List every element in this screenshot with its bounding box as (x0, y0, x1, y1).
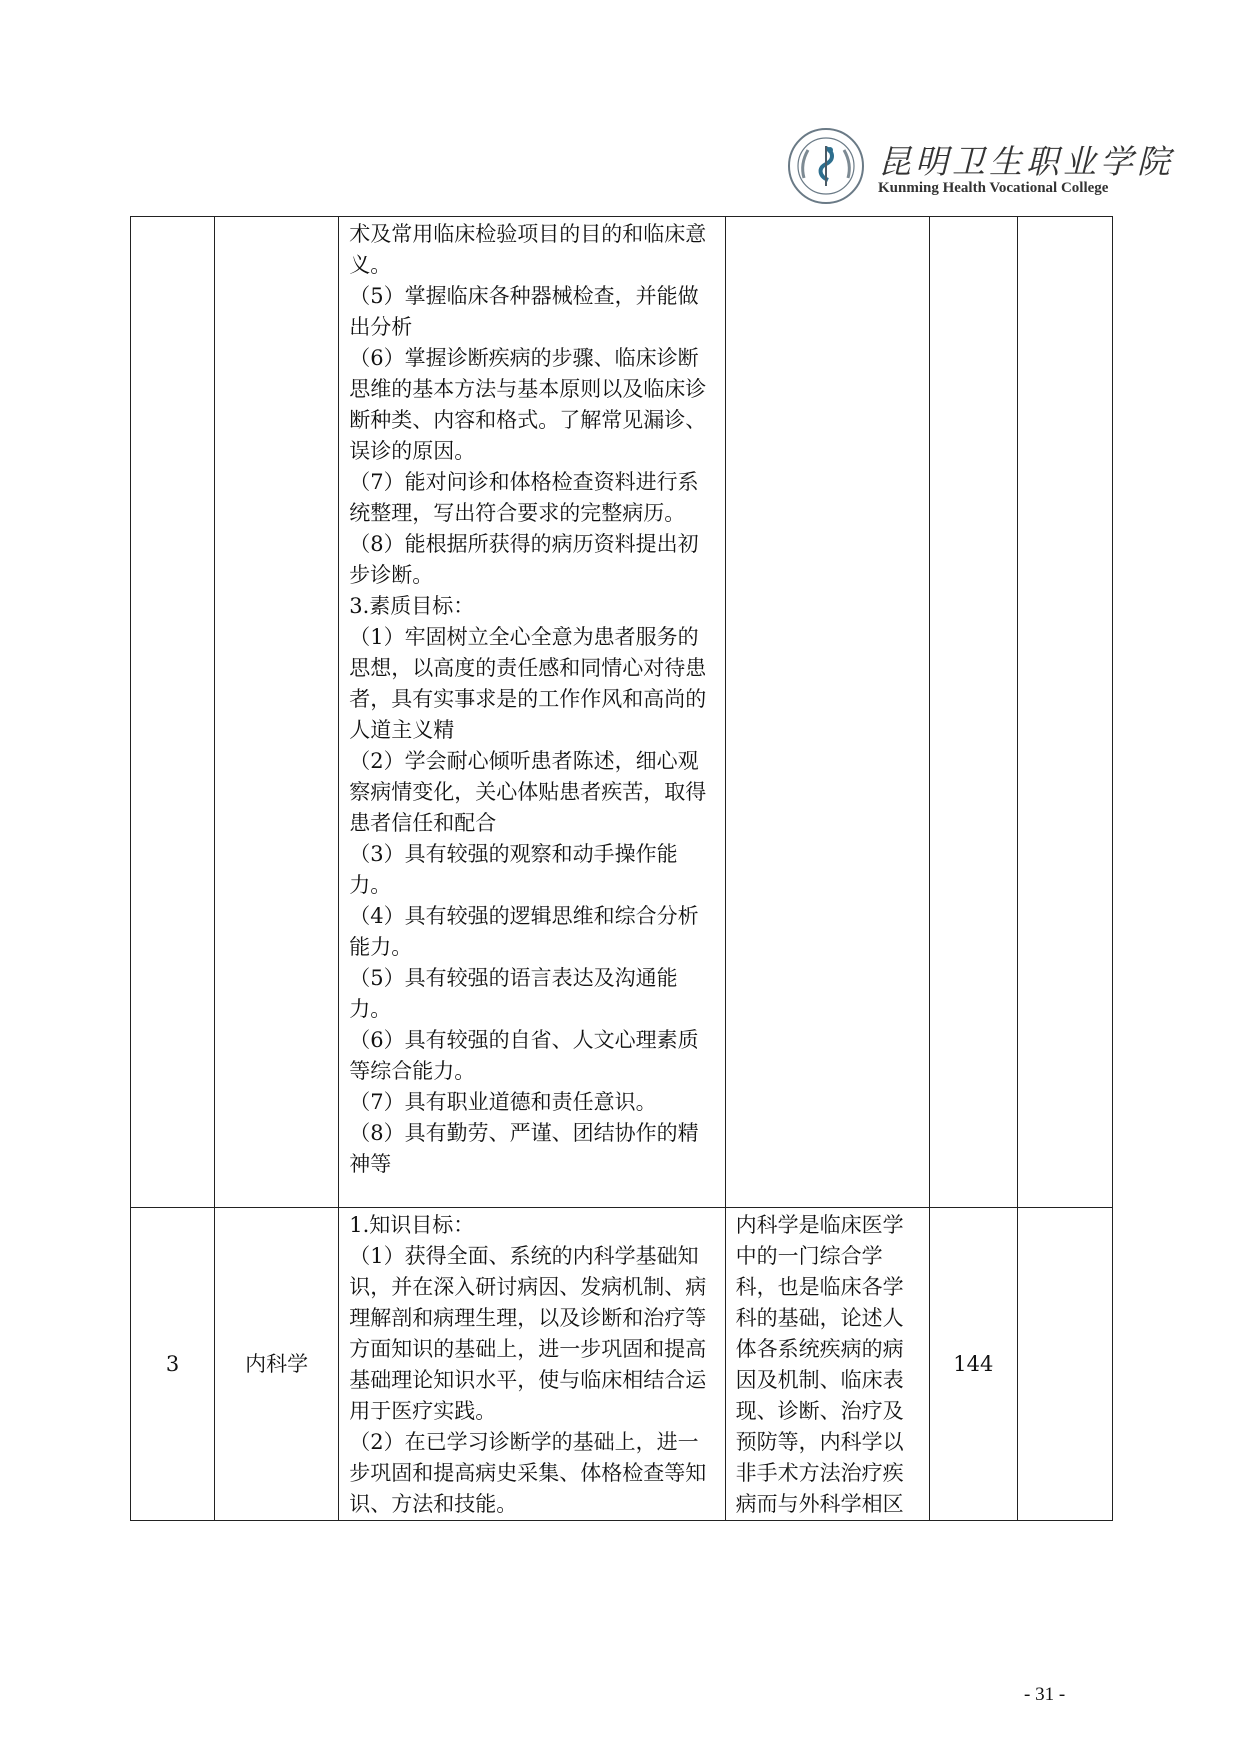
objective-line: （5）掌握临床各种器械检查，并能做出分析 (349, 284, 699, 339)
cell-content (725, 217, 929, 1208)
cell-content (725, 1208, 929, 1521)
curriculum-table (130, 216, 1113, 1521)
cell-hours (929, 217, 1017, 1208)
objective-line: 术及常用临床检验项目的目的和临床意义。 (349, 222, 707, 277)
objective-line: （6）掌握诊断疾病的步骤、临床诊断思维的基本方法与基本原则以及临床诊断种类、内容和格式。了解常见漏诊、误诊的原因。 (349, 346, 707, 463)
objective-line: （8）具有勤劳、严谨、团结协作的精神等 (349, 1121, 699, 1176)
objective-line: 1.知识目标： (349, 1213, 475, 1237)
objective-line: （6）具有较强的自省、人文心理素质等综合能力。 (349, 1028, 699, 1083)
college-seal-icon (786, 126, 866, 206)
objective-line: （3）具有较强的观察和动手操作能力。 (349, 842, 678, 897)
cell-no: 3 (131, 1208, 215, 1521)
objective-line: （5）具有较强的语言表达及沟通能力。 (349, 966, 678, 1021)
content-text: 内科学是临床医学中的一门综合学科，也是临床各学科的基础，论述人体各系统疾病的病因及机制、临床表现、诊断、治疗及预防等，内科学以非手术方法治疗疾病而与外科学相区 (735, 1213, 904, 1516)
table-row (131, 217, 1113, 1208)
objective-line: （7）能对问诊和体格检查资料进行系统整理，写出符合要求的完整病历。 (349, 470, 699, 525)
objective-line: （1）牢固树立全心全意为患者服务的思想，以高度的责任感和同情心对待患者，具有实事求是的工作作风和高尚的人道主义精 (349, 625, 707, 742)
cell-hours: 144 (929, 1208, 1017, 1521)
cell-note (1017, 1208, 1112, 1521)
school-name-cn: 昆明卫生职业学院 (878, 142, 1174, 181)
page-number: - 31 - (1024, 1684, 1066, 1705)
cell-course: 内科学 (215, 1208, 339, 1521)
cell-course (215, 217, 339, 1208)
objective-line: （2）在已学习诊断学的基础上，进一步巩固和提高病史采集、体格检查等知识、方法和技能。 (349, 1430, 707, 1516)
objective-line: （1）获得全面、系统的内科学基础知识，并在深入研讨病因、发病机制、病理解剖和病理生理，以及诊断和治疗等方面知识的基础上，进一步巩固和提高基础理论知识水平，使与临床相结合运用于医疗实践。 (349, 1244, 707, 1423)
cell-objectives (339, 217, 725, 1208)
objective-line: （4）具有较强的逻辑思维和综合分析能力。 (349, 904, 699, 959)
college-logo (786, 126, 1174, 206)
objective-line: （2）学会耐心倾听患者陈述，细心观察病情变化，关心体贴患者疾苦，取得患者信任和配合 (349, 749, 707, 835)
objective-line: （8）能根据所获得的病历资料提出初步诊断。 (349, 532, 699, 587)
cell-objectives (339, 1208, 725, 1521)
school-name-en: Kunming Health Vocational College (878, 180, 1109, 196)
objective-line: 3.素质目标： (349, 594, 475, 618)
objective-line: （7）具有职业道德和责任意识。 (349, 1090, 657, 1114)
cell-note (1017, 217, 1112, 1208)
cell-no (131, 217, 215, 1208)
table-row (131, 1208, 1113, 1521)
